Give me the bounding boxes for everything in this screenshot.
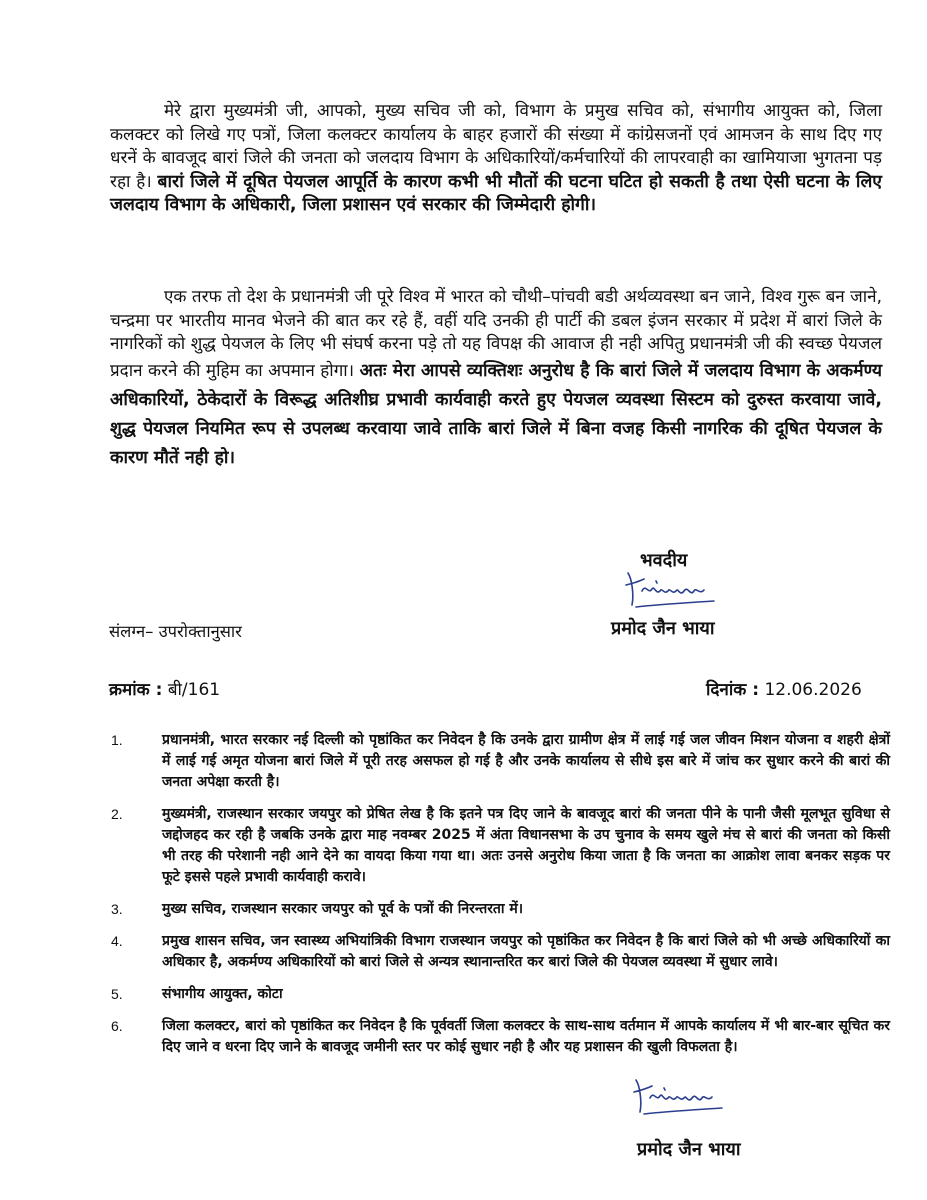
reference-number-label: क्रमांक : <box>109 680 163 700</box>
date-label: दिनांक : <box>706 680 760 700</box>
reference-number <box>109 677 220 700</box>
distribution-item <box>110 899 890 920</box>
letter-paragraph-2 <box>110 286 882 473</box>
distribution-item <box>110 931 890 973</box>
signature-mark <box>622 565 722 615</box>
enclosure-note: संलग्न– उपरोक्तानुसार <box>109 622 242 641</box>
paragraph-1-emphasis: बारां जिले में दूषित पेयजल आपूर्ति के कारण कभी भी मौतों की घटना घटित हो सकती है तथा ऐसी घटना के लिए जलदाय विभाग के अधिकारी, जिला प्रशासन एवं सरकार की जिम्मेदारी होगी। <box>110 171 882 216</box>
item-text: मुख्यमंत्री, राजस्थान सरकार जयपुर को प्रेषित लेख है कि इतने पत्र दिए जाने के बावजूद बारां की जनता पीने के पानी जैसी मूलभूत सुविधा से जद्दोजहद कर रही है जबकि उनके द्वारा माह नवम्बर 2025 में अंता विधानसभा के उप चुनाव के समय खुले मंच से बारां की जनता को किसी भी तरह की परेशानी नही आने देने का वायदा किया गया था। अतः उनसे अनुरोध किया जाता है कि जनता का आक्रोश लावा बनकर सड़क पर फूटे इससे पहले प्रभावी कार्यवाही करावे। <box>162 806 890 885</box>
item-number: 6. <box>111 1018 123 1034</box>
distribution-item <box>110 730 890 793</box>
signature-mark <box>630 1072 730 1122</box>
paragraph-2-text: एक तरफ तो देश के प्रधानमंत्री जी पूरे विश्व में भारत को चौथी–पांचवी बडी अर्थव्यवस्था बन जाने, विश्व गुरू बन जाने, चन्द्रमा पर भारतीय मानव भेजने की बात कर रहे हैं, वहीं यदि उनकी ही पार्टी की डबल इंजन सरकार में प्रदेश में बारां जिले के नागरिकों को शुद्ध पेयजल के लिए भी संघर्ष करना पड़े तो यह विपक्ष की आवाज ही नही अपितु प्रधानमंत्री जी की स्वच्छ पेयजल प्रदान करने की मुहिम का अपमान होगा। <box>110 287 882 381</box>
distribution-list <box>110 730 890 1069</box>
item-number: 5. <box>111 986 123 1002</box>
reference-number-value: बी/161 <box>167 680 221 700</box>
item-number: 3. <box>111 901 123 917</box>
letter-paragraph-1 <box>110 100 882 218</box>
item-number: 1. <box>111 732 123 748</box>
paragraph-2-emphasis: अतः मेरा आपसे व्यक्तिशः अनुरोध है कि बारां जिले में जलदाय विभाग के अकर्मण्य अधिकारियों, ठेकेदारों के विरूद्ध अतिशीघ्र प्रभावी कार्यवाही करते हुए पेयजल व्यवस्था सिस्टम को दुरुस्त करवाया जावे, शुद्ध पेयजल नियमित रूप से उपलब्ध करवाया जावे ताकि बारां जिले में बिना वजह किसी नागरिक की दूषित पेयजल के कारण मौतें नही हो। <box>110 360 882 468</box>
item-number: 4. <box>111 933 123 949</box>
distribution-item <box>110 984 890 1005</box>
item-text: प्रधानमंत्री, भारत सरकार नई दिल्ली को पृष्ठांकित कर निवेदन है कि उनके द्वारा ग्रामीण क्षेत्र में लाई गई जल जीवन मिशन योजना व शहरी क्षेत्रों में लाई गई अमृत योजना बारां जिले में पूरी तरह असफल हो गई है और उनके कार्यालय से सीधे इस बारे में जांच कर सुधार करने की बारां की जनता अपेक्षा करती है। <box>162 732 890 790</box>
closing-regards: भवदीय <box>640 550 688 571</box>
distribution-item <box>110 1016 890 1058</box>
distribution-item <box>110 804 890 888</box>
paragraph-1-text: मेरे द्वारा मुख्यमंत्री जी, आपको, मुख्य सचिव जी को, विभाग के प्रमुख सचिव को, संभागीय आयुक्त को, जिला कलक्टर को लिखे गए पत्रों, जिला कलक्टर कार्यालय के बाहर हजारों की संख्या में कांग्रेसजनों एवं आमजन के साथ दिए गए धरनें के बावजूद बारां जिले की जनता को जलदाय विभाग के अधिकारियों/कर्मचारियों की लापरवाही का खामियाजा भुगतना पड़ रहा है। <box>110 101 882 192</box>
signer-name: प्रमोद जैन भाया <box>611 618 715 639</box>
signer-name: प्रमोद जैन भाया <box>637 1139 741 1160</box>
date-value: 12.06.2026 <box>764 680 862 700</box>
item-number: 2. <box>111 806 123 822</box>
item-text: संभागीय आयुक्त, कोटा <box>162 986 283 1002</box>
item-text: जिला कलक्टर, बारां को पृष्ठांकित कर निवेदन है कि पूर्ववर्ती जिला कलक्टर के साथ-साथ वर्तमान में आपके कार्यालय में भी बार-बार सूचित कर दिए जाने व धरना दिए जाने के बावजूद जमीनी स्तर पर कोई सुधार नही है और यह प्रशासन की खुली विफलता है। <box>162 1018 890 1055</box>
letter-date <box>706 677 862 700</box>
item-text: प्रमुख शासन सचिव, जन स्वास्थ्य अभियांत्रिकी विभाग राजस्थान जयपुर को पृष्ठांकित कर निवेदन है कि बारां जिले को भी अच्छे अधिकारियों का अधिकार है, अकर्मण्य अधिकारियों को बारां जिले से अन्यत्र स्थानान्तरित कर बारां जिले की पेयजल व्यवस्था में सुधार लावे। <box>162 933 890 970</box>
item-text: मुख्य सचिव, राजस्थान सरकार जयपुर को पूर्व के पत्रों की निरन्तरता में। <box>162 901 524 917</box>
